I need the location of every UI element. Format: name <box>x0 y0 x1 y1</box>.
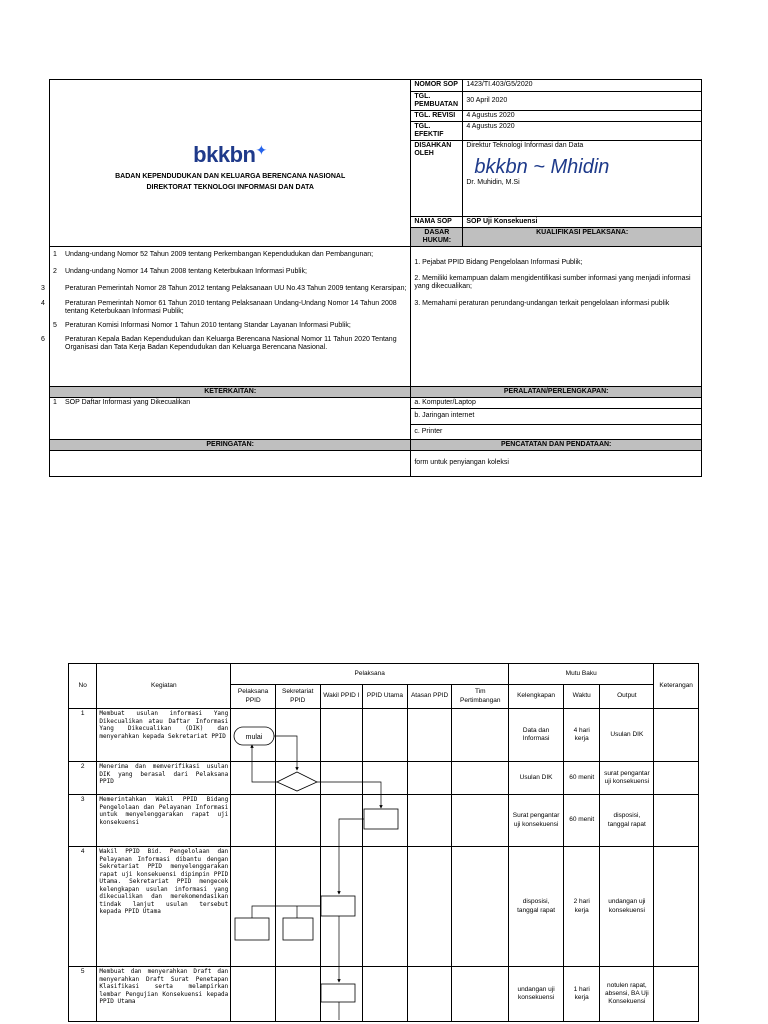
col-kegiatan: Kegiatan <box>97 664 231 709</box>
pencatatan-title: PENCATATAN DAN PENDATAAN: <box>411 439 702 450</box>
row-output: Usulan DIK <box>600 709 654 762</box>
disahkan-label: DISAHKAN OLEH <box>411 141 463 217</box>
row-waktu: 60 menit <box>563 795 600 847</box>
dasar-hukum-item: Peraturan Pemerintah Nomor 28 Tahun 2012 tentang Pelaksanaan UU No.43 Tahun 2009 tentang Kerarsipan; <box>65 285 407 293</box>
tgl-revisi-value: 4 Agustus 2020 <box>463 111 702 122</box>
dasar-hukum-list: 1 Undang-undang Nomor 52 Tahun 2009 tentang Perkembangan Kependudukan dan Pembangunan; 2 Undang-undang Nomor 14 Tahun 2008 tentang Keterbukaan Informasi Publik; 3 Peraturan Pemerintah Nomor 28 Tahun 2012 tentang Pelaksanaan UU No.43 Tahun 2009 tentang Kerarsipan; 4 Peraturan Pemerintah Nomor 61 Tahun 2010 tentang Pelaksanaan Undang-Undang Nomor 14 Tahun 2008 tentang Keterbukaan Informasi Publik; 5 Peraturan Komisi Informasi Nomor 1 Tahun 2010 tentang Standar Layanan Informasi Publik; 6 Peraturan Kepala Badan Kependudukan dan Keluarga Berencana Nasional Nomor 11 Tahun 2020 Tentang Organisasi dan Tata Kerja Badan Kependudukan dan Keluarga Berencana Nasional. <box>50 247 411 387</box>
row-output: surat pengantar uji konsekuensi <box>600 762 654 795</box>
col-output: Output <box>600 685 654 709</box>
col-actor: Sekretariat PPID <box>275 685 320 709</box>
flow-line <box>252 906 321 918</box>
approver-title: Direktur Teknologi Informasi dan Data <box>466 142 584 150</box>
col-waktu: Waktu <box>563 685 600 709</box>
row-kelengkapan: undangan uji konsekuensi <box>509 967 564 1022</box>
tgl-revisi-label: TGL. REVISI <box>411 111 463 122</box>
logo-swirl-icon: ✦ <box>255 141 268 158</box>
row-kelengkapan: Usulan DIK <box>509 762 564 795</box>
col-keterangan: Keterangan <box>654 664 699 709</box>
row-waktu: 4 hari kerja <box>563 709 600 762</box>
keterkaitan-item: SOP Daftar Informasi yang Dikecualikan <box>65 399 191 407</box>
decision-diamond <box>277 772 317 791</box>
kualifikasi-item: 2. Memiliki kemampuan dalam mengidentifikasi sumber informasi yang menjadi informasi yang dikecualikan; <box>414 275 691 291</box>
col-actor: Pelaksana PPID <box>231 685 276 709</box>
row-kelengkapan: disposisi, tanggal rapat <box>509 847 564 967</box>
process-box <box>321 984 355 1002</box>
flow-line <box>252 745 277 782</box>
peralatan-item: a. Komputer/Laptop <box>411 398 701 409</box>
nama-sop-value: SOP Uji Konsekuensi <box>463 217 702 228</box>
flow-line <box>317 782 381 808</box>
col-pelaksana: Pelaksana <box>231 664 509 685</box>
nomor-sop-value: 1423/TI.403/G5/2020 <box>463 80 702 92</box>
row-kegiatan: Membuat dan menyerahkan Draft dan menyerahkan Draft Surat Penetapan Klasifikasi serta melampirkan lembar Pengujian Konsekuensi kepada PPID Utama <box>97 967 231 1022</box>
tgl-efektif-label: TGL. EFEKTIF <box>411 122 463 141</box>
col-mutu-baku: Mutu Baku <box>509 664 654 685</box>
keterkaitan-title: KETERKAITAN: <box>50 387 411 398</box>
dasar-hukum-item: Peraturan Pemerintah Nomor 61 Tahun 2010 tentang Pelaksanaan Undang-Undang Nomor 14 Tahun 2008 tentang Keterbukaan Informasi Publik; <box>65 299 397 315</box>
row-output: notulen rapat, absensi, BA Uji Konsekuensi <box>600 967 654 1022</box>
bkkbn-logo: bkkbn <box>193 141 256 167</box>
row-no: 4 <box>69 847 97 967</box>
start-label: mulai <box>245 734 263 741</box>
row-waktu: 60 menit <box>563 762 600 795</box>
row-no: 3 <box>69 795 97 847</box>
flow-line <box>339 819 364 894</box>
col-actor: Wakil PPID I <box>320 685 363 709</box>
process-box <box>235 918 269 940</box>
row-kegiatan: Wakil PPID Bid. Pengelolaan dan Pelayanan Informasi dibantu dengan Sekretariat PPID menyelenggarakan rapat uji konsekuensi dipimpin PPID Utama. Sekretariat PPID mengecek kelengkapan usulan informasi yang dikecualikan dan merekomendasikan tindak lanjut usulan tersebut kepada PPID Utama <box>97 847 231 967</box>
nomor-sop-label: NOMOR SOP <box>411 80 463 92</box>
row-waktu: 2 hari kerja <box>563 847 600 967</box>
dasar-hukum-item: Peraturan Komisi Informasi Nomor 1 Tahun 2010 tentang Standar Layanan Informasi Publik; <box>65 321 351 329</box>
tgl-pembuatan-label: TGL. PEMBUATAN <box>411 92 463 111</box>
peringatan-title: PERINGATAN: <box>50 439 411 450</box>
approver-name: Dr. Muhidin, M.Si <box>466 179 520 187</box>
peralatan-title: PERALATAN/PERLENGKAPAN: <box>411 387 702 398</box>
row-kegiatan: Menerima dan memverifikasi usulan DIK yang berasal dari Pelaksana PPID <box>97 762 231 795</box>
dasar-hukum-item: Undang-undang Nomor 14 Tahun 2008 tentang Keterbukaan Informasi Publik; <box>65 268 307 276</box>
org-name: BADAN KEPENDUDUKAN DAN KELUARGA BERENCANA NASIONAL <box>115 173 346 181</box>
nama-sop-label: NAMA SOP <box>411 217 463 228</box>
keterkaitan-list: 1 SOP Daftar Informasi yang Dikecualikan <box>50 398 411 439</box>
dasar-hukum-item: Undang-undang Nomor 52 Tahun 2009 tentang Perkembangan Kependudukan dan Pembangunan; <box>65 251 374 259</box>
col-actor: Atasan PPID <box>407 685 452 709</box>
process-box <box>283 918 313 940</box>
peralatan-item: b. Jaringan internet <box>411 409 701 424</box>
flow-line <box>274 736 297 770</box>
kualifikasi-item: 1. Pejabat PPID Bidang Pengelolaan Informasi Publik; <box>414 259 583 267</box>
row-output: undangan uji konsekuensi <box>600 847 654 967</box>
kualifikasi-title: KUALIFIKASI PELAKSANA: <box>463 228 702 247</box>
process-box <box>321 896 355 916</box>
row-kelengkapan: Surat pengantar uji konsekuensi <box>509 795 564 847</box>
pencatatan-value: form untuk penyiangan koleksi <box>411 450 702 476</box>
row-kelengkapan: Data dan Informasi <box>509 709 564 762</box>
row-kegiatan: Membuat usulan informasi Yang Dikecualikan atau Daftar Informasi Yang Dikecualikan (DIK) dan menyerahkan kepada Sekretariat PPID <box>97 709 231 762</box>
dasar-hukum-title: DASAR HUKUM: <box>411 228 463 247</box>
signature-image: bkkbn ~ Mhidin <box>474 156 610 179</box>
directorate-name: DIREKTORAT TEKNOLOGI INFORMASI DAN DATA <box>146 184 314 192</box>
col-no: No <box>69 664 97 709</box>
tgl-efektif-value: 4 Agustus 2020 <box>463 122 702 141</box>
tgl-pembuatan-value: 30 April 2020 <box>463 92 702 111</box>
row-output: disposisi, tanggal rapat <box>600 795 654 847</box>
row-kegiatan: Memerintahkan Wakil PPID Bidang Pengelolaan dan Pelayanan Informasi untuk menyelenggarakan rapat uji konsekuensi <box>97 795 231 847</box>
peralatan-item: c. Printer <box>414 427 443 435</box>
col-actor: PPID Utama <box>363 685 408 709</box>
col-actor: Tim Pertimbangan <box>452 685 509 709</box>
row-no: 1 <box>69 709 97 762</box>
row-no: 2 <box>69 762 97 795</box>
row-no: 5 <box>69 967 97 1022</box>
dasar-hukum-item: Peraturan Kepala Badan Kependudukan dan Keluarga Berencana Nasional Nomor 11 Tahun 2020 Tentang Organisasi dan Tata Kerja Badan Kependudukan dan Keluarga Berencana Nasional. <box>65 335 397 351</box>
row-waktu: 1 hari kerja <box>563 967 600 1022</box>
col-kelengkapan: Kelengkapan <box>509 685 564 709</box>
process-box <box>364 809 398 829</box>
kualifikasi-item: 3. Memahami peraturan perundang-undangan terkait pengelolaan informasi publik <box>414 299 670 307</box>
